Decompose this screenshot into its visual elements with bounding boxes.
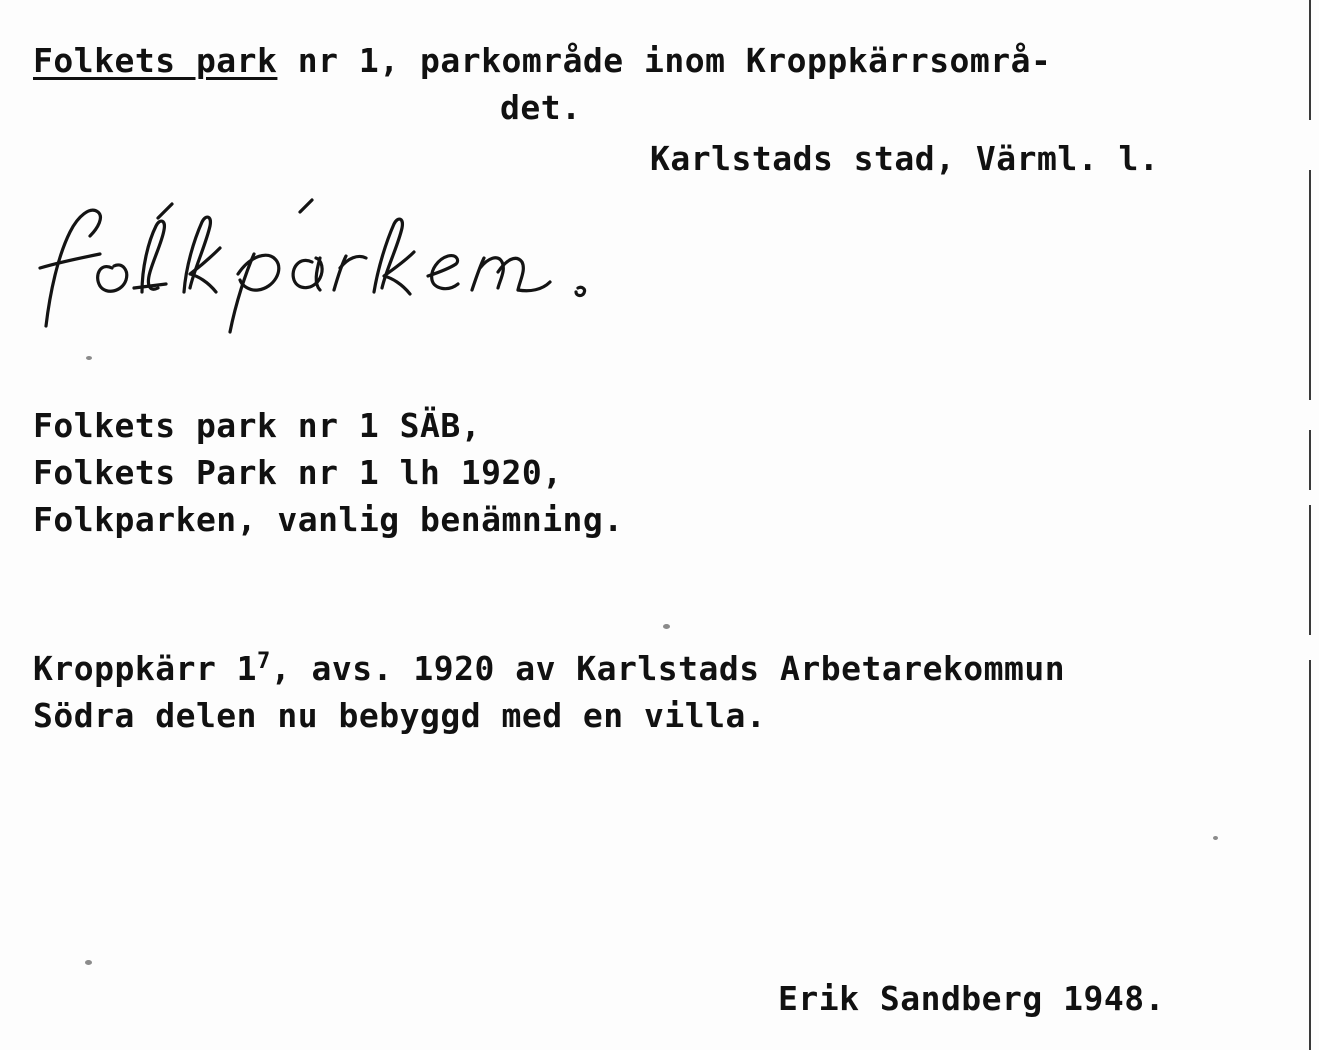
- scan-speckle: [86, 356, 92, 360]
- card-title-line-1-rest: nr 1, parkområde inom Kroppkärrsområ-: [277, 41, 1052, 80]
- scan-speckle: [663, 624, 670, 629]
- card-title-line-2: det.: [500, 88, 582, 127]
- place-line: Karlstads stad, Värml. l.: [650, 139, 1160, 178]
- underlined-headword: Folkets park: [33, 41, 278, 80]
- notes-line-1-after: , avs. 1920 av Karlstads Arbetarekommun: [270, 649, 1066, 688]
- alternate-names-block: [33, 402, 624, 543]
- alternate-name-2: Folkets Park nr 1 lh 1920,: [33, 453, 563, 492]
- handwritten-note: [38, 196, 658, 346]
- alternate-name-1: Folkets park nr 1 SÄB,: [33, 406, 482, 445]
- notes-line-1-superscript: 7: [257, 649, 271, 674]
- scan-speckle: [1213, 836, 1218, 840]
- alternate-name-3: Folkparken, vanlig benämning.: [33, 500, 624, 539]
- card-title-line-1: [33, 37, 1051, 84]
- scan-edge-artifact: [1309, 660, 1311, 1050]
- notes-block: [33, 645, 1065, 739]
- scan-speckle: [85, 960, 92, 965]
- scan-edge-artifact: [1309, 505, 1311, 635]
- scan-edge-artifact: [1309, 170, 1311, 400]
- notes-line-1-before: Kroppkärr 1: [33, 649, 258, 688]
- scan-edge-artifact: [1309, 0, 1311, 120]
- notes-line-2: Södra delen nu bebyggd med en villa.: [33, 696, 767, 735]
- scan-edge-artifact: [1309, 430, 1311, 490]
- signature-credit: Erik Sandberg 1948.: [778, 979, 1165, 1018]
